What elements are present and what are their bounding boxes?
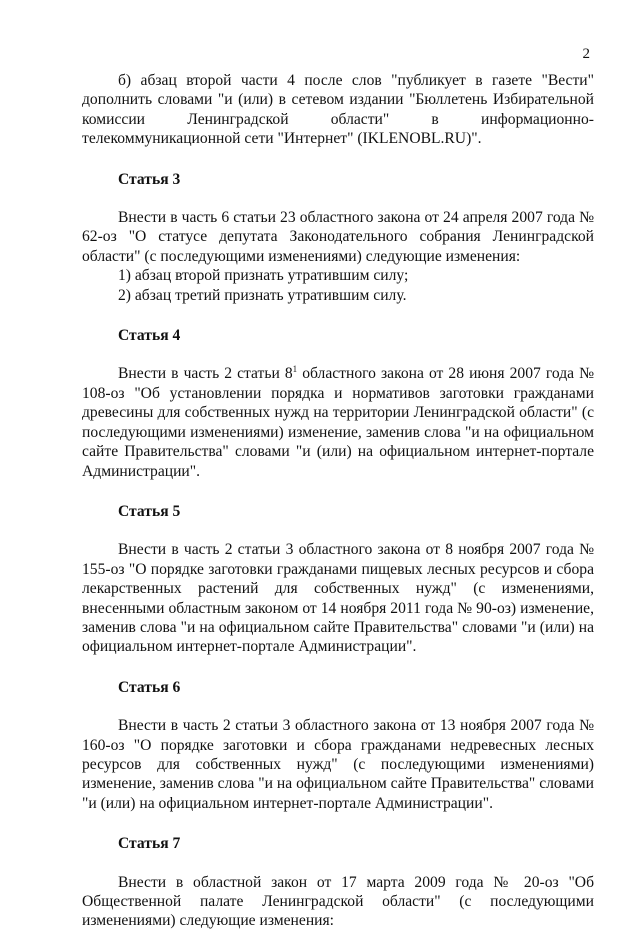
- article-4-text-start: Внести в часть 2 статьи 8: [118, 365, 293, 383]
- intro-paragraph: б) абзац второй части 4 после слов "публикует в газете "Вести" дополнить словами "и (или) в сетевом издании "Бюллетень Избирательной комиссии Ленинградской области" в информационно-телекоммуникационной сети "Интернет" (IKLENOBL.RU)".: [82, 72, 594, 148]
- page-number: 2: [582, 46, 590, 62]
- article-3-item-1: 1) абзац второй признать утратившим силу;: [118, 267, 409, 285]
- article-4-heading: Статья 4: [118, 327, 181, 345]
- document-body: [82, 71, 594, 931]
- article-3-paragraph: Внести в часть 6 статьи 23 областного закона от 24 апреля 2007 года № 62-оз "О статусе депутата Законодательного собрания Ленинградской области" (с последующими изменениями) следующие изменения:: [82, 209, 594, 265]
- article-4-superscript: 1: [292, 364, 298, 375]
- article-7-paragraph: Внести в областной закон от 17 марта 2009 года № 20-оз "Об Общественной палате Ленинградской области" (с последующими изменениями) следующие изменения:: [82, 873, 594, 930]
- article-7-heading: Статья 7: [118, 835, 181, 853]
- article-6-paragraph: Внести в часть 2 статьи 3 областного закона от 13 ноября 2007 года № 160-оз "О порядке заготовки и сбора гражданами недревесных лесных ресурсов для собственных нужд" (с последующими изменениями) изменение, заменив слова "и на официальном сайте Правительства" словами "и (или) на официальном интернет-портале Администрации".: [82, 717, 594, 812]
- article-3-heading: Статья 3: [118, 170, 181, 188]
- article-3-item-2: 2) абзац третий признать утратившим силу.: [118, 286, 407, 304]
- article-4-text-end: областного закона от 28 июня 2007 года № 108-оз "Об установлении порядка и нормативов заготовки гражданами древесины для собственных нужд на территории Ленинградской области" (с последующими изменениями) изменение, заменив слова "и на официальном сайте Правительства" словами "и (или) на официальном интернет-портале Администрации".: [82, 365, 594, 480]
- article-5-heading: Статья 5: [118, 502, 181, 520]
- article-4-paragraph: [82, 364, 594, 480]
- article-6-heading: Статья 6: [118, 678, 181, 696]
- article-5-paragraph: Внести в часть 2 статьи 3 областного закона от 8 ноября 2007 года № 155-оз "О порядке заготовки гражданами пищевых лесных ресурсов и сбора лекарственных растений для собственных нужд" (с изменениями, внесенными областным законом от 14 ноября 2011 года № 90-оз) изменение, заменив слова "и на официальном сайте Правительства" словами "и (или) на официальном интернет-портале Администрации".: [82, 541, 594, 656]
